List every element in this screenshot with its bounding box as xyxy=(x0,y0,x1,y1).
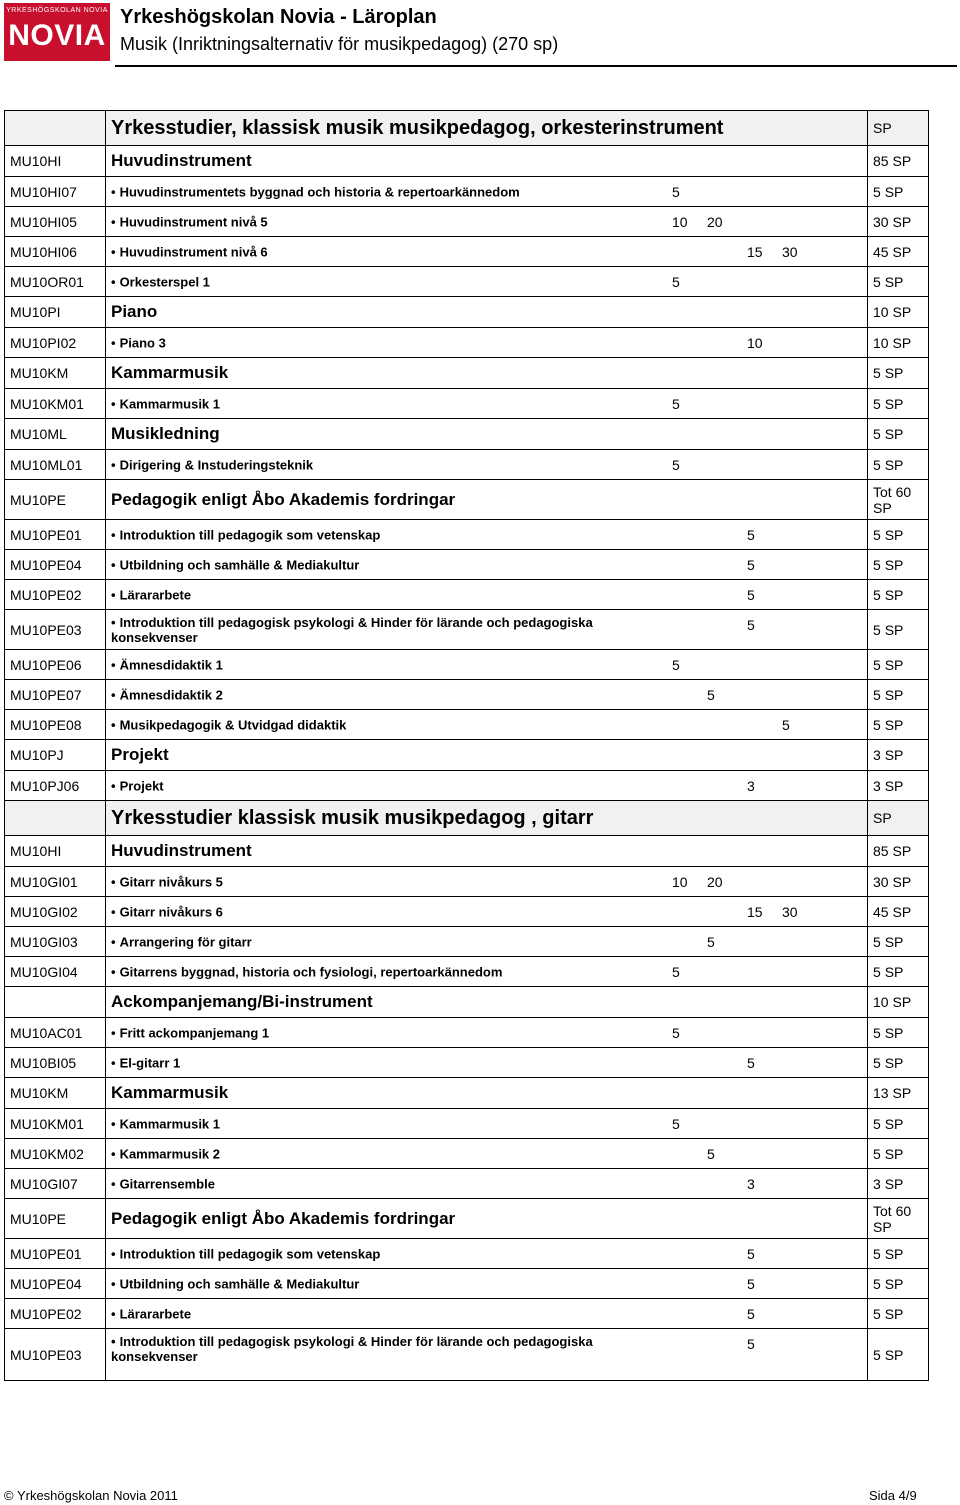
group-code: MU10KM xyxy=(5,358,106,389)
course-name-text: Gitarrensemble xyxy=(119,1176,215,1191)
section-code-cell xyxy=(5,801,106,836)
group-name-text: Ackompanjemang/Bi-instrument xyxy=(111,992,373,1011)
group-sp: 85 SP xyxy=(868,146,929,177)
group-sp: 3 SP xyxy=(868,740,929,771)
course-code: MU10PE02 xyxy=(5,1299,106,1329)
course-row xyxy=(5,237,929,267)
course-hours-value: 10 xyxy=(747,334,763,351)
course-sp: 30 SP xyxy=(868,867,929,897)
course-hours-value: 5 xyxy=(782,716,790,733)
course-name xyxy=(111,1116,611,1131)
course-code: MU10PE01 xyxy=(5,520,106,550)
bullet-icon: • xyxy=(111,1055,116,1070)
course-hours-cell xyxy=(106,328,868,358)
course-name xyxy=(111,687,611,702)
bullet-icon: • xyxy=(111,587,116,602)
course-sp: 5 SP xyxy=(868,957,929,987)
course-code: MU10KM01 xyxy=(5,389,106,419)
course-name-text: Dirigering & Instuderingsteknik xyxy=(119,457,314,472)
group-code: MU10PE xyxy=(5,1199,106,1239)
group-sp: 10 SP xyxy=(868,987,929,1018)
course-sp: 5 SP xyxy=(868,1299,929,1329)
course-hours-cell xyxy=(106,177,868,207)
course-row xyxy=(5,1239,929,1269)
course-hours-value: 30 xyxy=(782,903,798,920)
group-sp: 5 SP xyxy=(868,419,929,450)
course-sp: 5 SP xyxy=(868,1018,929,1048)
course-code: MU10PE04 xyxy=(5,550,106,580)
course-row xyxy=(5,1139,929,1169)
course-code: MU10GI07 xyxy=(5,1169,106,1199)
bullet-icon: • xyxy=(111,527,116,542)
course-row xyxy=(5,267,929,297)
course-name xyxy=(111,1306,611,1321)
course-name xyxy=(111,964,611,979)
section-row xyxy=(5,111,929,146)
course-hours-value: 5 xyxy=(747,526,755,543)
course-name xyxy=(111,1055,611,1070)
course-name xyxy=(111,396,611,411)
course-sp: 5 SP xyxy=(868,389,929,419)
course-sp: 5 SP xyxy=(868,1329,929,1381)
bullet-icon: • xyxy=(111,244,116,259)
course-code: MU10PE03 xyxy=(5,610,106,650)
course-code: MU10GI01 xyxy=(5,867,106,897)
group-code: MU10ML xyxy=(5,419,106,450)
group-sp: 10 SP xyxy=(868,297,929,328)
course-row xyxy=(5,550,929,580)
course-name-text: Introduktion till pedagogik som vetenskap xyxy=(119,527,381,542)
course-hours-value: 3 xyxy=(747,1175,755,1192)
bullet-icon: • xyxy=(111,1146,116,1161)
course-row xyxy=(5,520,929,550)
course-hours-value: 5 xyxy=(672,656,680,673)
course-code: MU10HI07 xyxy=(5,177,106,207)
course-sp: 30 SP xyxy=(868,207,929,237)
group-row xyxy=(5,1078,929,1109)
bullet-icon: • xyxy=(111,904,116,919)
course-hours-value: 5 xyxy=(672,183,680,200)
course-name xyxy=(111,184,611,199)
course-name xyxy=(111,1276,611,1291)
course-hours-cell xyxy=(106,680,868,710)
group-row xyxy=(5,987,929,1018)
course-row xyxy=(5,710,929,740)
course-hours-value: 5 xyxy=(747,1305,755,1322)
course-name-text: Kammarmusik 1 xyxy=(119,1116,221,1131)
bullet-icon: • xyxy=(111,1306,116,1321)
course-hours-value: 5 xyxy=(747,1054,755,1071)
course-name-text: Lärararbete xyxy=(119,587,192,602)
course-hours-cell xyxy=(106,207,868,237)
section-title-text: Yrkesstudier, klassisk musik musikpedagog, orkesterinstrument xyxy=(111,116,724,139)
course-name xyxy=(111,1334,611,1364)
course-name xyxy=(111,904,611,919)
course-name xyxy=(111,557,611,572)
course-name-text: Orkesterspel 1 xyxy=(119,274,210,289)
course-row xyxy=(5,680,929,710)
course-sp: 45 SP xyxy=(868,237,929,267)
course-name-text: El-gitarr 1 xyxy=(119,1055,181,1070)
course-row xyxy=(5,650,929,680)
course-name-text: Piano 3 xyxy=(119,335,166,350)
course-name xyxy=(111,274,611,289)
section-title-text: Yrkesstudier klassisk musik musikpedagog , gitarr xyxy=(111,806,594,829)
group-name-text: Kammarmusik xyxy=(111,1083,229,1102)
course-hours-cell xyxy=(106,237,868,267)
course-hours-value: 15 xyxy=(747,903,763,920)
course-name-text: Introduktion till pedagogisk psykologi & Hinder för lärande och pedagogiska konsekvenser xyxy=(111,1334,593,1364)
course-hours-value: 5 xyxy=(707,686,715,703)
course-hours-value: 5 xyxy=(672,395,680,412)
course-hours-cell xyxy=(106,710,868,740)
page-subtitle: Musik (Inriktningsalternativ för musikpedagog) (270 sp) xyxy=(120,34,559,54)
course-name-text: Utbildning och samhälle & Mediakultur xyxy=(119,1276,360,1291)
section-code-cell xyxy=(5,111,106,146)
course-name xyxy=(111,1246,611,1261)
group-row xyxy=(5,1199,929,1239)
group-code: MU10KM xyxy=(5,1078,106,1109)
group-sp: 13 SP xyxy=(868,1078,929,1109)
course-hours-cell xyxy=(106,650,868,680)
course-name-text: Fritt ackompanjemang 1 xyxy=(119,1025,270,1040)
group-name-text: Projekt xyxy=(111,745,169,764)
course-sp: 3 SP xyxy=(868,771,929,801)
course-hours-cell xyxy=(106,1048,868,1078)
course-row xyxy=(5,389,929,419)
course-hours-cell xyxy=(106,520,868,550)
course-hours-cell xyxy=(106,450,868,480)
group-row xyxy=(5,297,929,328)
course-code: MU10KM01 xyxy=(5,1109,106,1139)
group-row xyxy=(5,419,929,450)
course-sp: 5 SP xyxy=(868,520,929,550)
course-code: MU10GI04 xyxy=(5,957,106,987)
course-hours-cell xyxy=(106,927,868,957)
section-sp-header: SP xyxy=(868,111,929,146)
course-name xyxy=(111,874,611,889)
course-sp: 5 SP xyxy=(868,927,929,957)
course-name xyxy=(111,1025,611,1040)
course-hours-cell xyxy=(106,1329,868,1381)
group-code xyxy=(5,987,106,1018)
course-hours-value: 5 xyxy=(672,1115,680,1132)
group-sp: 5 SP xyxy=(868,358,929,389)
course-sp: 5 SP xyxy=(868,1048,929,1078)
course-name xyxy=(111,587,611,602)
bullet-icon: • xyxy=(111,1334,116,1349)
course-name-text: Kammarmusik 2 xyxy=(119,1146,221,1161)
course-name xyxy=(111,615,611,645)
group-name-text: Pedagogik enligt Åbo Akademis fordringar xyxy=(111,1208,456,1228)
group-name xyxy=(106,1199,868,1239)
course-name-text: Huvudinstrument nivå 6 xyxy=(119,244,268,259)
course-row xyxy=(5,1299,929,1329)
course-hours-value: 5 xyxy=(672,456,680,473)
course-sp: 5 SP xyxy=(868,610,929,650)
section-row xyxy=(5,801,929,836)
course-row xyxy=(5,927,929,957)
course-name-text: Gitarr nivåkurs 6 xyxy=(119,904,223,919)
course-name xyxy=(111,244,611,259)
course-name-text: Huvudinstrument nivå 5 xyxy=(119,214,268,229)
course-sp: 5 SP xyxy=(868,1139,929,1169)
group-name-text: Huvudinstrument xyxy=(111,151,252,170)
course-sp: 10 SP xyxy=(868,328,929,358)
course-hours-value: 5 xyxy=(747,1245,755,1262)
group-row xyxy=(5,740,929,771)
course-sp: 5 SP xyxy=(868,177,929,207)
course-code: MU10PE03 xyxy=(5,1329,106,1381)
course-name-text: Musikpedagogik & Utvidgad didaktik xyxy=(119,717,347,732)
course-name xyxy=(111,657,611,672)
group-name xyxy=(106,358,868,389)
course-code: MU10HI05 xyxy=(5,207,106,237)
course-hours-value: 20 xyxy=(707,213,723,230)
header-divider xyxy=(115,65,957,67)
course-hours-cell xyxy=(106,867,868,897)
bullet-icon: • xyxy=(111,335,116,350)
group-name xyxy=(106,419,868,450)
course-name xyxy=(111,214,611,229)
course-hours-cell xyxy=(106,580,868,610)
bullet-icon: • xyxy=(111,274,116,289)
group-row xyxy=(5,480,929,520)
course-sp: 3 SP xyxy=(868,1169,929,1199)
bullet-icon: • xyxy=(111,1246,116,1261)
course-name xyxy=(111,717,611,732)
section-title xyxy=(106,111,868,146)
course-code: MU10PE08 xyxy=(5,710,106,740)
course-hours-cell xyxy=(106,1018,868,1048)
course-name xyxy=(111,778,611,793)
group-row xyxy=(5,836,929,867)
course-sp: 5 SP xyxy=(868,710,929,740)
course-hours-value: 5 xyxy=(672,273,680,290)
course-hours-value: 5 xyxy=(747,586,755,603)
course-code: MU10PE02 xyxy=(5,580,106,610)
course-name-text: Lärararbete xyxy=(119,1306,192,1321)
course-code: MU10ML01 xyxy=(5,450,106,480)
group-row xyxy=(5,146,929,177)
course-name-text: Kammarmusik 1 xyxy=(119,396,221,411)
group-sp: Tot 60 SP xyxy=(868,480,929,520)
course-sp: 5 SP xyxy=(868,550,929,580)
group-name-text: Huvudinstrument xyxy=(111,841,252,860)
course-name-text: Utbildning och samhälle & Mediakultur xyxy=(119,557,360,572)
bullet-icon: • xyxy=(111,687,116,702)
course-hours-cell xyxy=(106,550,868,580)
course-name xyxy=(111,457,611,472)
logo-big-text: NOVIA xyxy=(8,19,106,52)
course-hours-cell xyxy=(106,771,868,801)
course-row xyxy=(5,580,929,610)
course-code: MU10PJ06 xyxy=(5,771,106,801)
course-hours-value: 15 xyxy=(747,243,763,260)
bullet-icon: • xyxy=(111,1276,116,1291)
course-sp: 5 SP xyxy=(868,580,929,610)
bullet-icon: • xyxy=(111,396,116,411)
group-code: MU10HI xyxy=(5,146,106,177)
course-name-text: Projekt xyxy=(119,778,164,793)
bullet-icon: • xyxy=(111,184,116,199)
course-row xyxy=(5,867,929,897)
course-hours-cell xyxy=(106,897,868,927)
course-name xyxy=(111,527,611,542)
bullet-icon: • xyxy=(111,457,116,472)
course-hours-value: 20 xyxy=(707,873,723,890)
course-name xyxy=(111,1146,611,1161)
course-row xyxy=(5,207,929,237)
group-sp: Tot 60 SP xyxy=(868,1199,929,1239)
course-code: MU10HI06 xyxy=(5,237,106,267)
course-code: MU10AC01 xyxy=(5,1018,106,1048)
course-row xyxy=(5,1269,929,1299)
course-hours-cell xyxy=(106,1269,868,1299)
course-sp: 5 SP xyxy=(868,1269,929,1299)
curriculum-table xyxy=(4,110,929,1381)
group-row xyxy=(5,358,929,389)
course-code: MU10GI03 xyxy=(5,927,106,957)
group-code: MU10PI xyxy=(5,297,106,328)
course-name-text: Introduktion till pedagogik som vetenskap xyxy=(119,1246,381,1261)
course-name xyxy=(111,934,611,949)
course-name xyxy=(111,335,611,350)
course-sp: 5 SP xyxy=(868,680,929,710)
bullet-icon: • xyxy=(111,214,116,229)
course-name-text: Gitarrens byggnad, historia och fysiologi, repertoarkännedom xyxy=(119,964,503,979)
course-code: MU10PI02 xyxy=(5,328,106,358)
bullet-icon: • xyxy=(111,1116,116,1131)
group-sp: 85 SP xyxy=(868,836,929,867)
group-code: MU10PE xyxy=(5,480,106,520)
course-row xyxy=(5,177,929,207)
logo-small-text: YRKESHÖGSKOLAN NOVIA xyxy=(6,7,108,14)
course-sp: 45 SP xyxy=(868,897,929,927)
course-name-text: Ämnesdidaktik 1 xyxy=(119,657,223,672)
course-row xyxy=(5,1048,929,1078)
course-hours-cell xyxy=(106,389,868,419)
course-row xyxy=(5,957,929,987)
course-name xyxy=(111,1176,611,1191)
course-hours-value: 5 xyxy=(672,1024,680,1041)
footer-copyright: © Yrkeshögskolan Novia 2011 xyxy=(4,1488,178,1503)
course-sp: 5 SP xyxy=(868,450,929,480)
course-row xyxy=(5,771,929,801)
course-hours-cell xyxy=(106,1299,868,1329)
bullet-icon: • xyxy=(111,615,116,630)
course-hours-value: 10 xyxy=(672,873,688,890)
course-hours-value: 10 xyxy=(672,213,688,230)
section-title xyxy=(106,801,868,836)
group-name-text: Kammarmusik xyxy=(111,363,229,382)
course-hours-cell xyxy=(106,1239,868,1269)
course-sp: 5 SP xyxy=(868,267,929,297)
group-code: MU10PJ xyxy=(5,740,106,771)
course-hours-value: 5 xyxy=(747,617,755,633)
bullet-icon: • xyxy=(111,1025,116,1040)
course-row xyxy=(5,610,929,650)
bullet-icon: • xyxy=(111,964,116,979)
group-name-text: Musikledning xyxy=(111,424,220,443)
course-hours-value: 5 xyxy=(747,1336,755,1352)
course-hours-value: 5 xyxy=(707,1145,715,1162)
course-sp: 5 SP xyxy=(868,1239,929,1269)
course-code: MU10PE01 xyxy=(5,1239,106,1269)
course-hours-value: 5 xyxy=(747,556,755,573)
bullet-icon: • xyxy=(111,717,116,732)
course-hours-value: 3 xyxy=(747,777,755,794)
page-title: Yrkeshögskolan Novia - Läroplan xyxy=(120,6,437,28)
group-name-text: Pedagogik enligt Åbo Akademis fordringar xyxy=(111,489,456,509)
course-row xyxy=(5,1329,929,1381)
course-name-text: Introduktion till pedagogisk psykologi & Hinder för lärande och pedagogiska konsekvenser xyxy=(111,615,593,645)
course-row xyxy=(5,450,929,480)
course-row xyxy=(5,1169,929,1199)
course-hours-cell xyxy=(106,1169,868,1199)
group-name xyxy=(106,740,868,771)
bullet-icon: • xyxy=(111,557,116,572)
group-name-text: Piano xyxy=(111,302,158,321)
course-code: MU10GI02 xyxy=(5,897,106,927)
group-name xyxy=(106,987,868,1018)
course-code: MU10PE04 xyxy=(5,1269,106,1299)
course-code: MU10PE07 xyxy=(5,680,106,710)
course-hours-value: 5 xyxy=(672,963,680,980)
course-row xyxy=(5,1018,929,1048)
bullet-icon: • xyxy=(111,874,116,889)
course-row xyxy=(5,1109,929,1139)
section-sp-header: SP xyxy=(868,801,929,836)
course-row xyxy=(5,328,929,358)
course-code: MU10PE06 xyxy=(5,650,106,680)
novia-logo xyxy=(4,3,110,61)
course-name-text: Huvudinstrumentets byggnad och historia & repertoarkännedom xyxy=(119,184,520,199)
course-name-text: Arrangering för gitarr xyxy=(119,934,252,949)
course-hours-cell xyxy=(106,957,868,987)
group-name xyxy=(106,1078,868,1109)
page-header xyxy=(0,0,960,68)
course-hours-value: 30 xyxy=(782,243,798,260)
course-code: MU10KM02 xyxy=(5,1139,106,1169)
bullet-icon: • xyxy=(111,934,116,949)
course-name-text: Gitarr nivåkurs 5 xyxy=(119,874,223,889)
bullet-icon: • xyxy=(111,657,116,672)
course-row xyxy=(5,897,929,927)
course-hours-cell xyxy=(106,267,868,297)
course-name-text: Ämnesdidaktik 2 xyxy=(119,687,223,702)
group-name xyxy=(106,480,868,520)
group-name xyxy=(106,297,868,328)
course-sp: 5 SP xyxy=(868,1109,929,1139)
course-hours-cell xyxy=(106,1139,868,1169)
course-hours-value: 5 xyxy=(707,933,715,950)
course-hours-value: 5 xyxy=(747,1275,755,1292)
group-code: MU10HI xyxy=(5,836,106,867)
group-name xyxy=(106,146,868,177)
course-code: MU10BI05 xyxy=(5,1048,106,1078)
footer-page-number: Sida 4/9 xyxy=(869,1488,917,1503)
bullet-icon: • xyxy=(111,778,116,793)
course-code: MU10OR01 xyxy=(5,267,106,297)
bullet-icon: • xyxy=(111,1176,116,1191)
group-name xyxy=(106,836,868,867)
course-hours-cell xyxy=(106,610,868,650)
course-sp: 5 SP xyxy=(868,650,929,680)
course-hours-cell xyxy=(106,1109,868,1139)
